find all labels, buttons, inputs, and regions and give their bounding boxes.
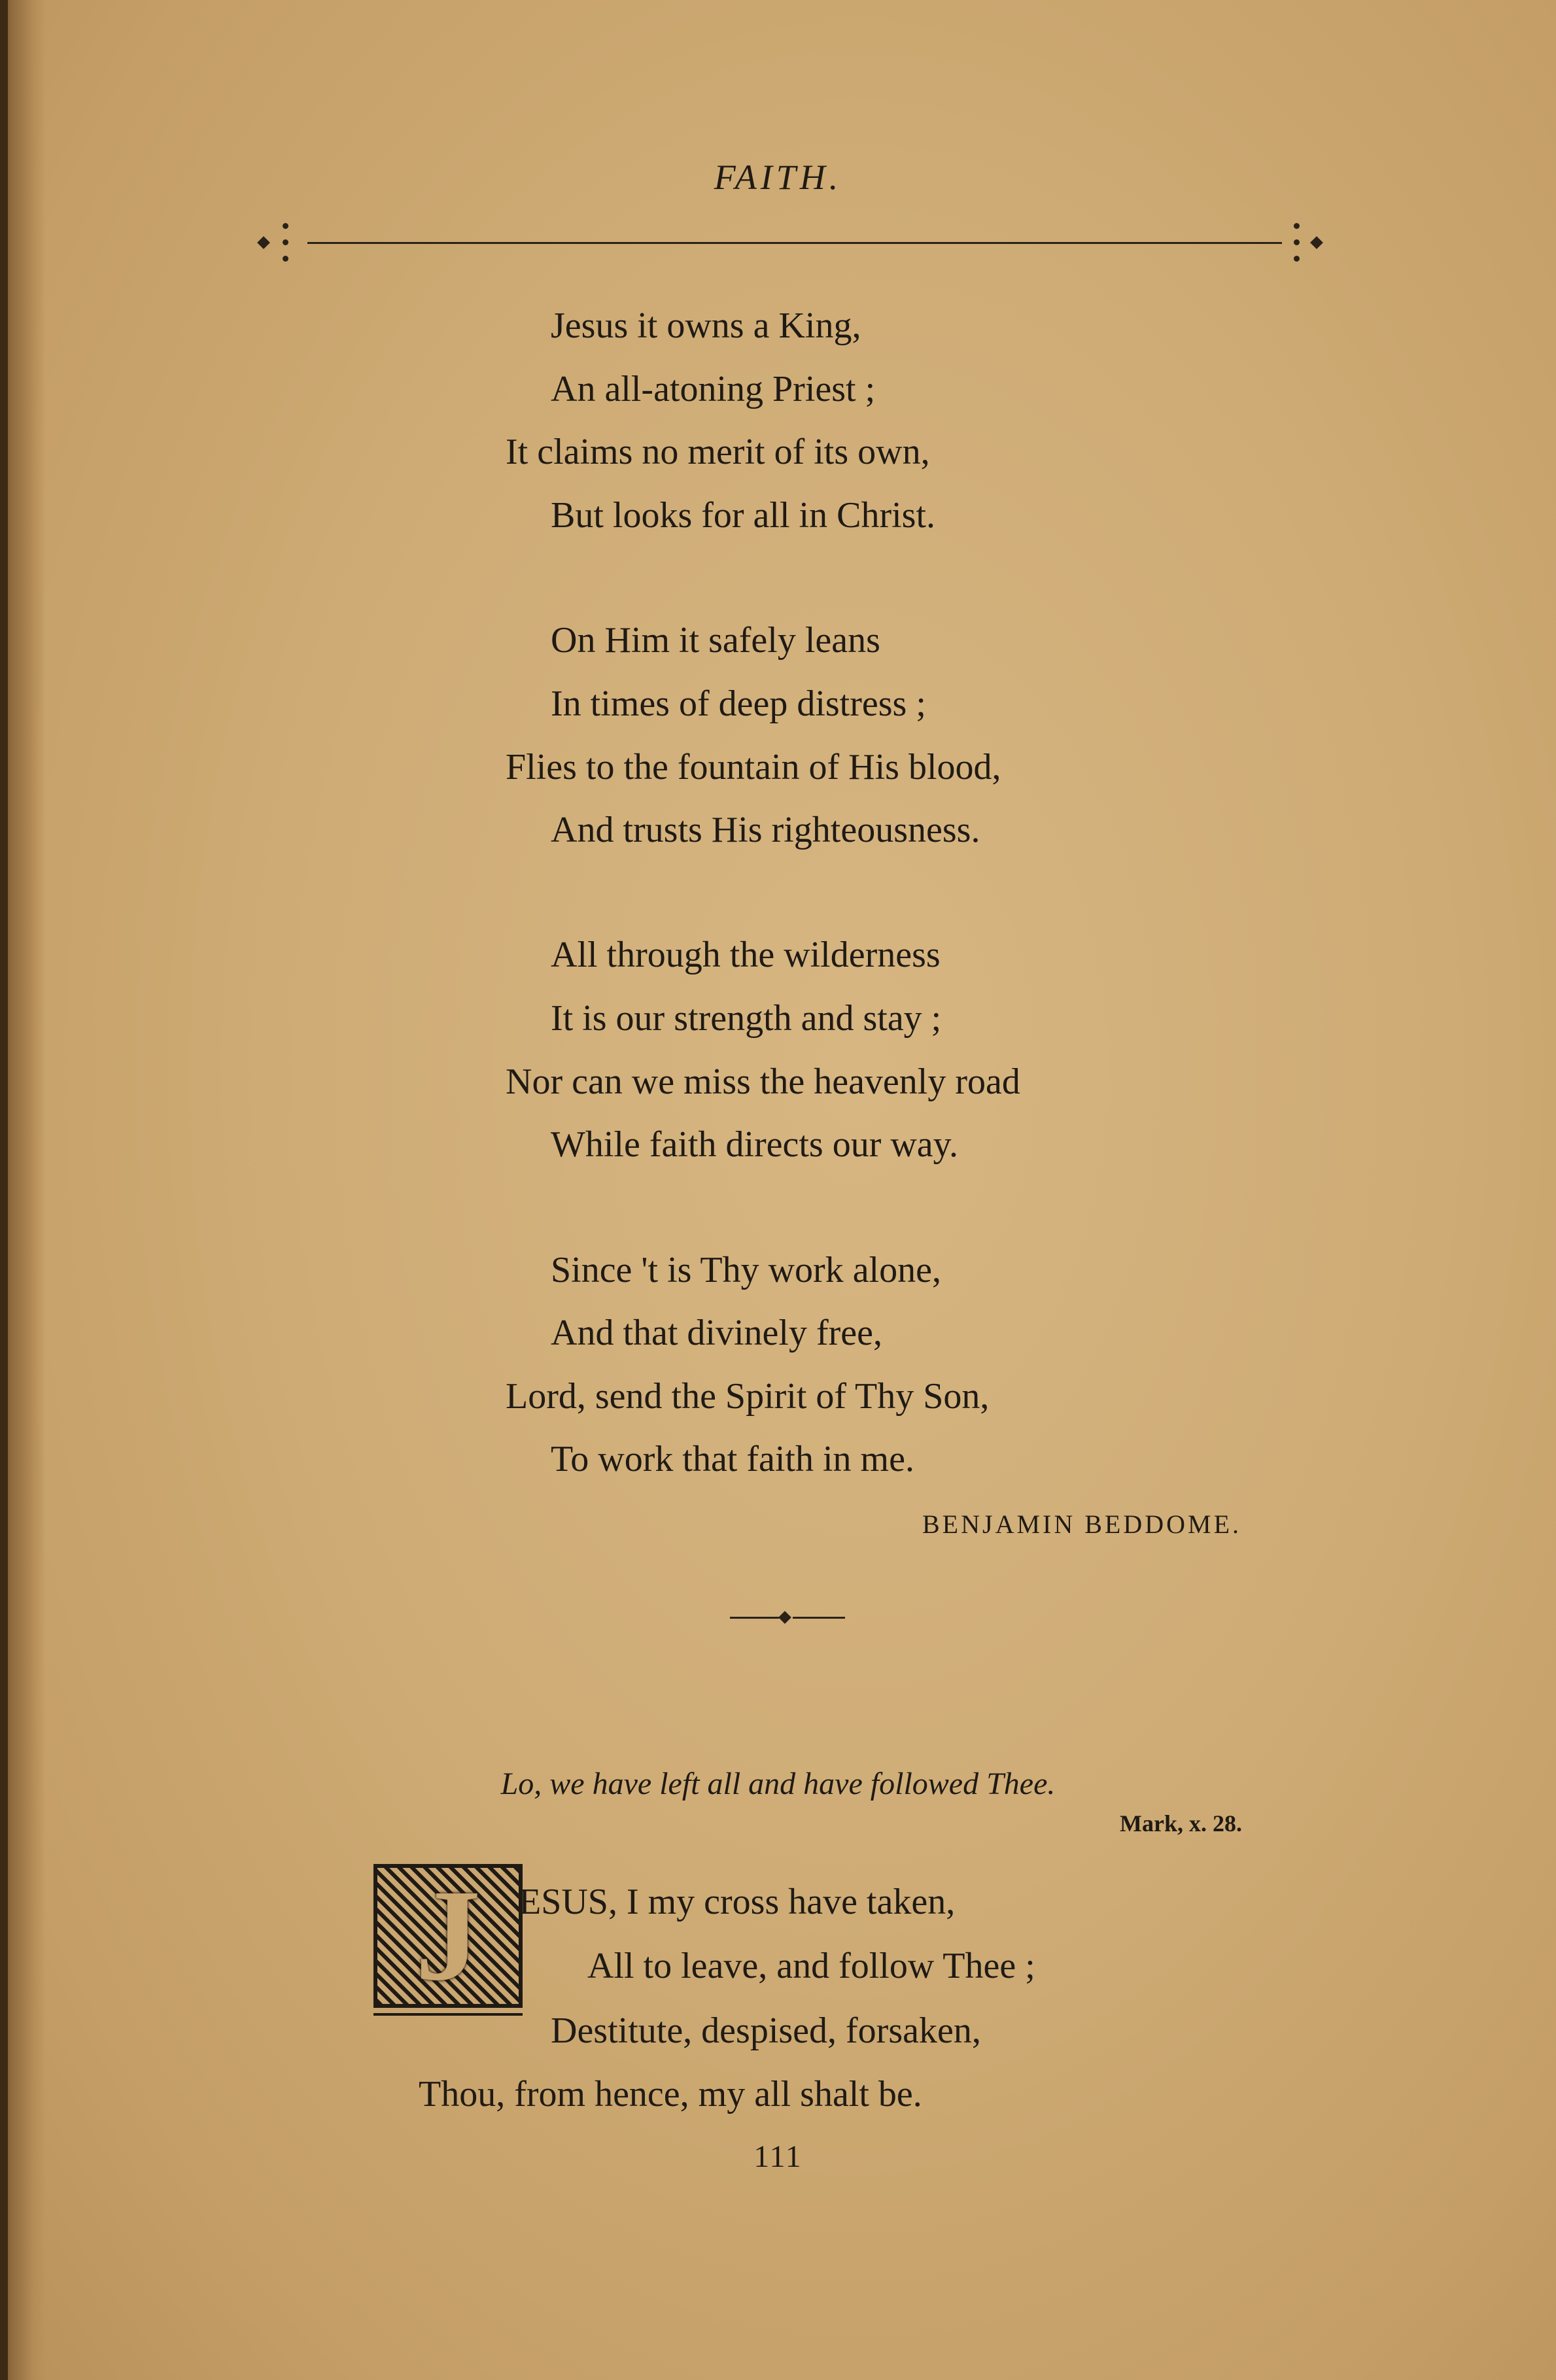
rule-ornament-left-dots-icon: [281, 223, 290, 262]
spine-edge: [0, 0, 8, 2380]
epigraph: Lo, we have left all and have followed Thee.: [500, 1767, 1056, 1801]
rule-ornament-right-dots-icon: [1292, 223, 1301, 262]
header-rule: [307, 242, 1282, 244]
poem-line: And that divinely free,: [551, 1313, 882, 1353]
poem-line: And trusts His righteousness.: [551, 810, 980, 850]
poem-line: While faith directs our way.: [551, 1124, 959, 1165]
rule-ornament-right-diamond-icon: [1310, 236, 1323, 249]
hymn-line: All to leave, and follow Thee ;: [587, 1946, 1035, 1986]
drop-cap-rule: [373, 2013, 523, 2016]
poem-line: Since 't is Thy work alone,: [551, 1250, 941, 1290]
running-head: FAITH.: [714, 158, 842, 197]
hymn-line: Destitute, despised, forsaken,: [551, 2010, 981, 2051]
section-divider-diamond-icon: [778, 1611, 791, 1624]
poem-line: An all-atoning Priest ;: [551, 369, 876, 409]
section-divider-right: [793, 1617, 845, 1619]
poem-line: Nor can we miss the heavenly road: [506, 1061, 1020, 1102]
section-divider-left: [730, 1617, 779, 1619]
rule-ornament-left-diamond-icon: [257, 236, 270, 249]
drop-cap-ornament: [373, 1864, 523, 2008]
poem-line: It claims no merit of its own,: [506, 432, 930, 472]
scripture-reference: Mark, x. 28.: [1120, 1810, 1242, 1837]
poem-author: BENJAMIN BEDDOME.: [922, 1509, 1241, 1539]
poem-line: To work that faith in me.: [551, 1439, 914, 1479]
page-number: 111: [753, 2139, 803, 2174]
poem-line: Flies to the fountain of His blood,: [506, 747, 1001, 787]
poem-line: It is our strength and stay ;: [551, 998, 942, 1039]
poem-line: Lord, send the Spirit of Thy Son,: [506, 1376, 990, 1417]
poem-line: But looks for all in Christ.: [551, 495, 935, 536]
hymn-first-line: ESUS, I my cross have taken,: [519, 1882, 956, 1922]
hymn-line: Thou, from hence, my all shalt be.: [419, 2074, 922, 2114]
drop-cap-letter: J: [415, 1864, 481, 2008]
poem-line: In times of deep distress ;: [551, 683, 926, 724]
poem-line: Jesus it owns a King,: [551, 305, 861, 346]
poem-line: On Him it safely leans: [551, 620, 880, 661]
poem-line: All through the wilderness: [551, 935, 941, 975]
